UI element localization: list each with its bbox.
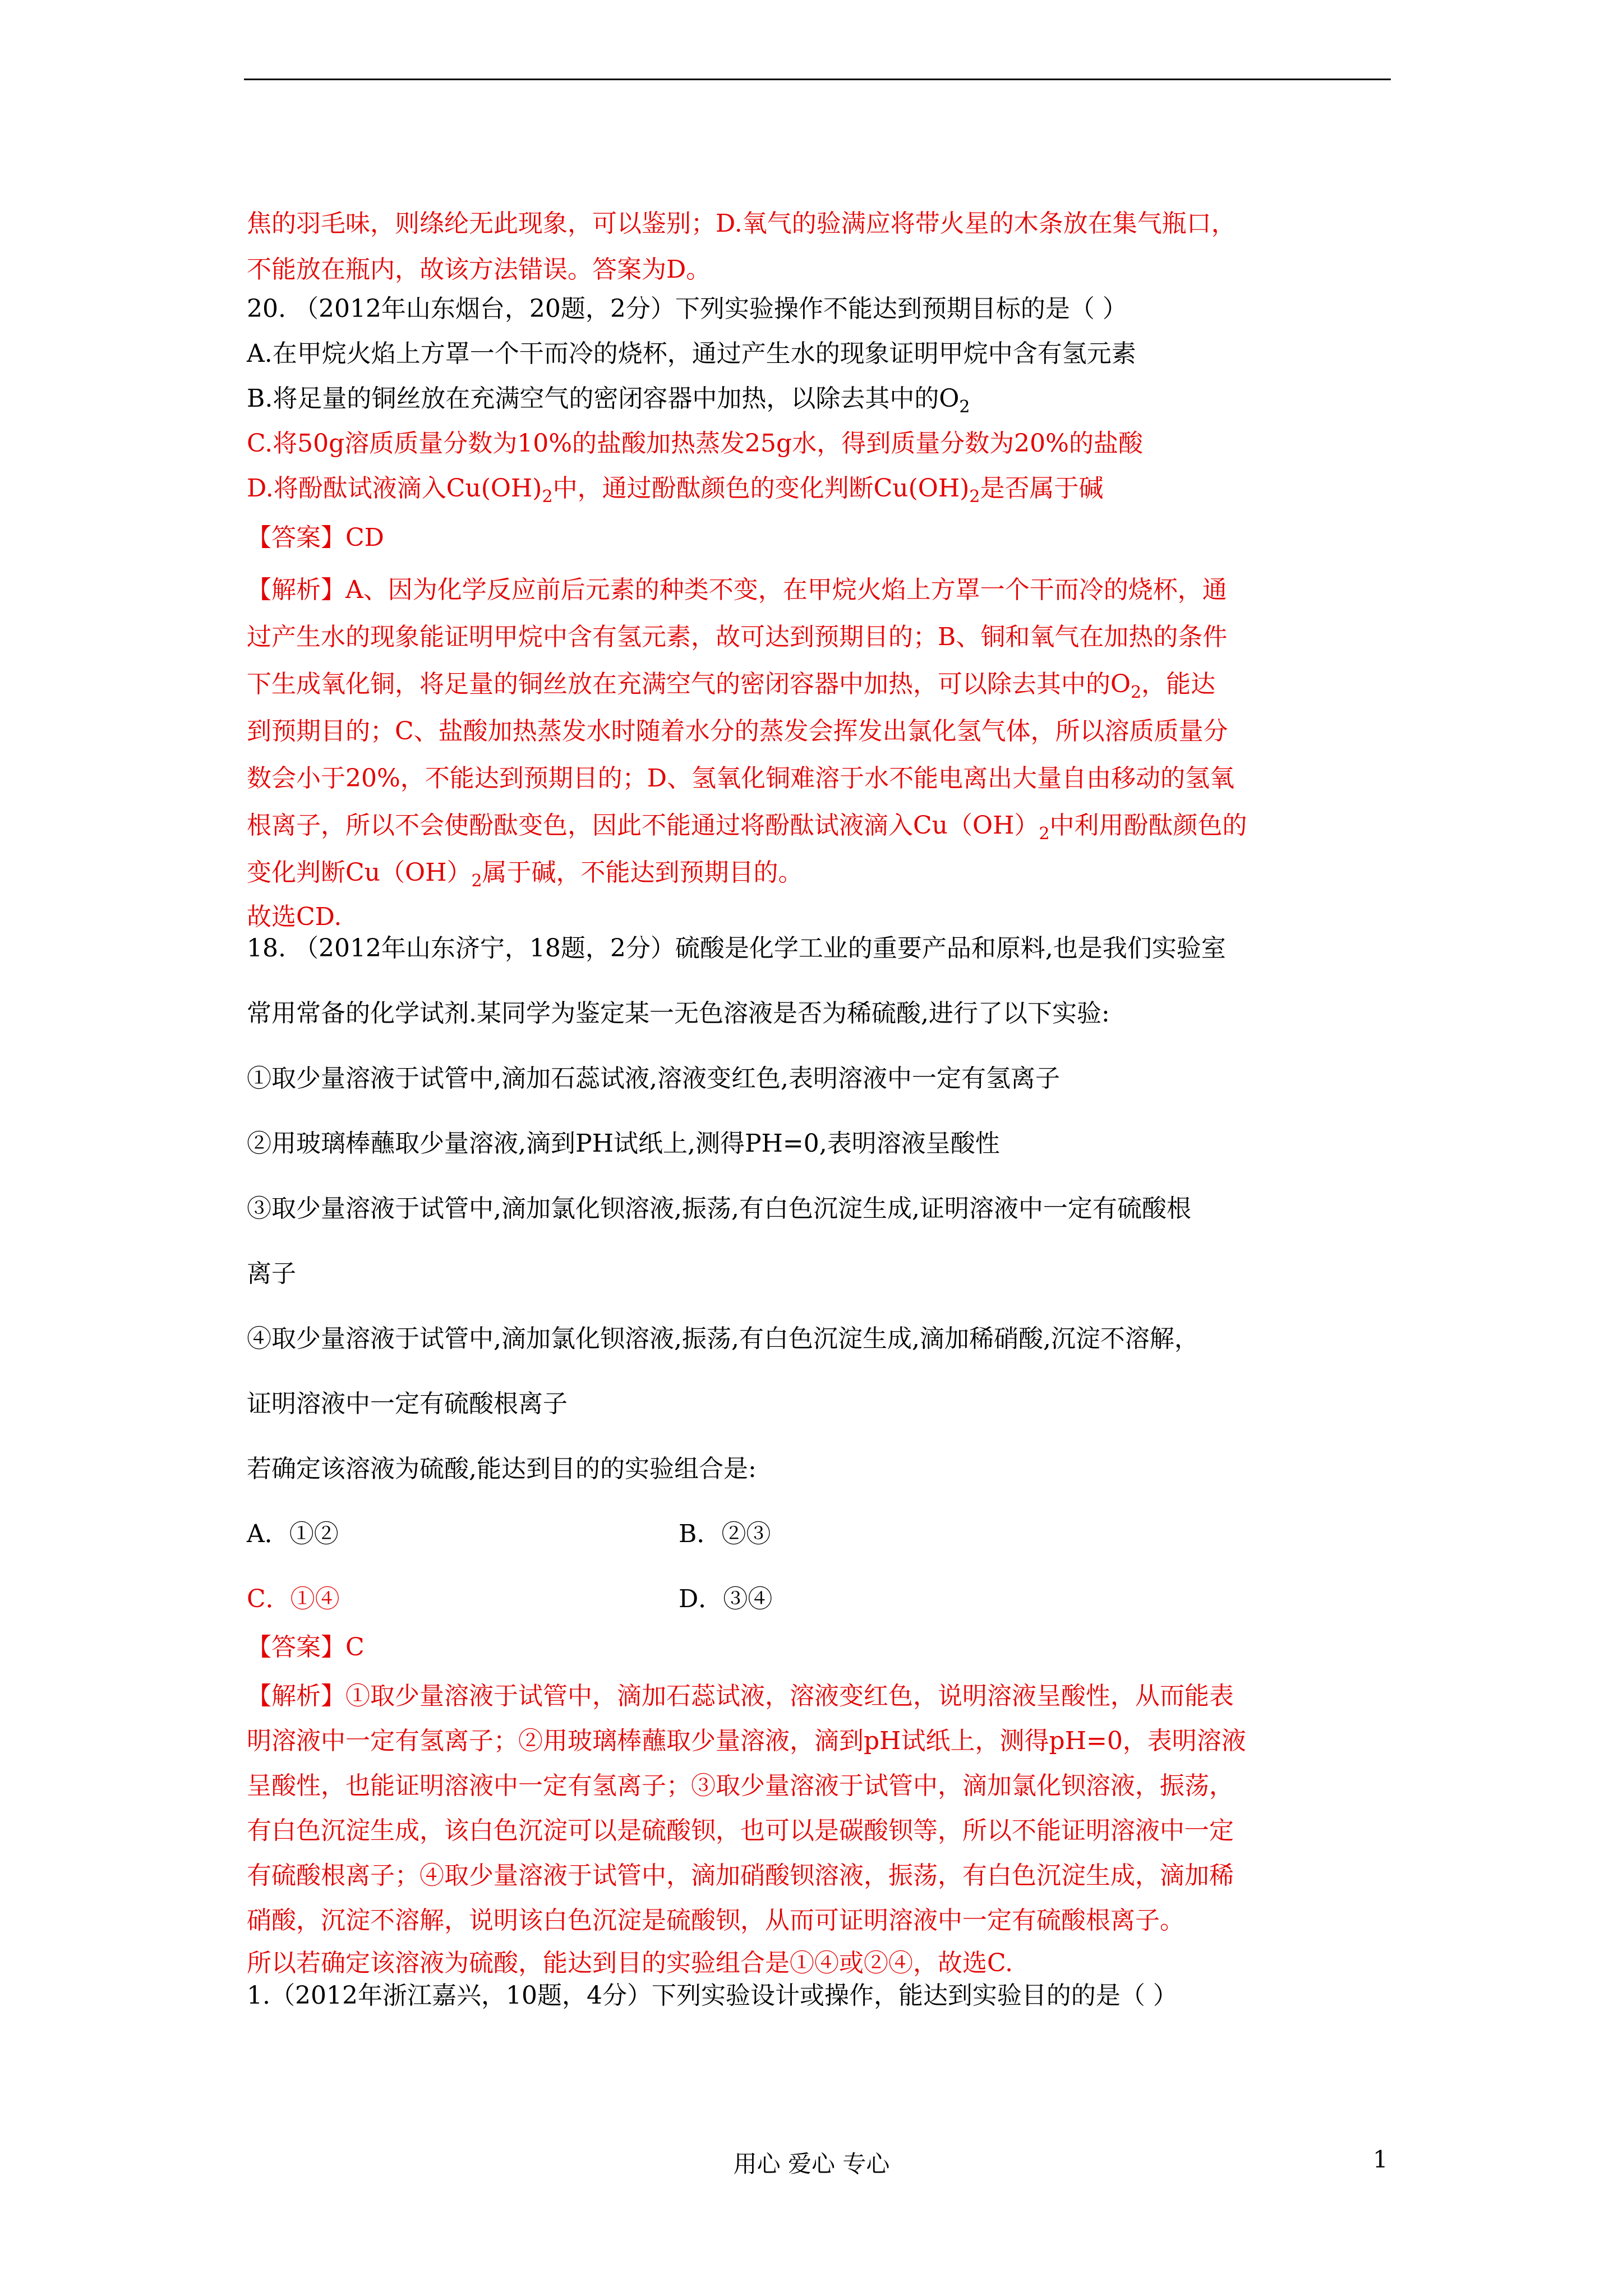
text-line: 呈酸性，也能证明溶液中一定有氢离子；③取少量溶液于试管中，滴加氯化钡溶液，振荡， xyxy=(247,1772,1234,1800)
question-stem: 1.（2012年浙江嘉兴，10题，4分）下列实验设计或操作，能达到实验目的的是（ ） xyxy=(247,1981,1178,2010)
text-line: 故选CD. xyxy=(247,903,342,931)
option-b: B．②③ xyxy=(679,1520,771,1548)
option-c: C．①④ xyxy=(247,1585,340,1613)
question-stem: 20. （2012年山东烟台，20题，2分）下列实验操作不能达到预期目标的是（ ） xyxy=(247,295,1127,323)
question-20 xyxy=(247,287,1391,560)
question-stem: 常用常备的化学试剂.某同学为鉴定某一无色溶液是否为稀硫酸,进行了以下实验: xyxy=(247,999,1110,1028)
text-line: 【解析】①取少量溶液于试管中，滴加石蕊试液，溶液变红色，说明溶液呈酸性，从而能表 xyxy=(247,1682,1234,1710)
option-a: A.在甲烷火焰上方罩一个干而冷的烧杯，通过产生水的现象证明甲烷中含有氢元素 xyxy=(247,339,1136,368)
page-number: 1 xyxy=(1373,2146,1388,2173)
header-rule xyxy=(244,79,1391,80)
text-line: 【解析】A、因为化学反应前后元素的种类不变，在甲烷火焰上方罩一个干而冷的烧杯，通 xyxy=(247,576,1227,604)
question-stem: 18. （2012年山东济宁，18题，2分）硫酸是化学工业的重要产品和原料,也是我们实验室 xyxy=(247,934,1226,963)
statement-2: ②用玻璃棒蘸取少量溶液,滴到PH试纸上,测得PH=0,表明溶液呈酸性 xyxy=(247,1129,1000,1158)
option-c: C.将50g溶质质量分数为10%的盐酸加热蒸发25g水，得到质量分数为20%的盐酸 xyxy=(247,429,1143,458)
option-b: B.将足量的铜丝放在充满空气的密闭容器中加热，以除去其中的$O_2$ xyxy=(247,384,970,417)
statement-3: 离子 xyxy=(247,1259,296,1288)
text-line: 下生成氧化铜，将足量的铜丝放在充满空气的密闭容器中加热，可以除去其中的$O_2$，能达 xyxy=(247,670,1216,702)
text-line: 变化判断$Cu(OH)_2$属于碱，不能达到预期目的。 xyxy=(247,858,803,891)
statement-4: 证明溶液中一定有硫酸根离子 xyxy=(247,1389,568,1418)
option-a: A．①② xyxy=(247,1520,339,1548)
page-footer: 用心 爱心 专心 xyxy=(733,2150,890,2178)
question-18 xyxy=(247,916,1391,1502)
text-line: 不能放在瓶内，故该方法错误。答案为D。 xyxy=(247,255,711,284)
text-line: 所以若确定该溶液为硫酸，能达到目的实验组合是①④或②④，故选C. xyxy=(247,1949,1013,1977)
q20-explanation xyxy=(247,567,1391,938)
statement-4: ④取少量溶液于试管中,滴加氯化钡溶液,振荡,有白色沉淀生成,滴加稀硝酸,沉淀不溶解， xyxy=(247,1324,1199,1353)
question-ask: 若确定该溶液为硫酸,能达到目的的实验组合是: xyxy=(247,1455,757,1483)
text-line: 根离子，所以不会使酚酞变色，因此不能通过将酚酞试液滴入$Cu(OH)_2$中利用酚酞颜色的 xyxy=(247,811,1247,844)
statement-1: ①取少量溶液于试管中,滴加石蕊试液,溶液变红色,表明溶液中一定有氢离子 xyxy=(247,1064,1060,1093)
q19-explanation-continued xyxy=(247,201,1391,293)
option-d: D.将酚酞试液滴入$Cu(OH)_2$中，通过酚酞颜色的变化判断$Cu(OH)_2$是否属于碱 xyxy=(247,474,1104,507)
text-line: 硝酸，沉淀不溶解，说明该白色沉淀是硫酸钡，从而可证明溶液中一定有硫酸根离子。 xyxy=(247,1906,1184,1935)
text-line: 过产生水的现象能证明甲烷中含有氢元素，故可达到预期目的；B、铜和氧气在加热的条件 xyxy=(247,623,1228,651)
answer: 【答案】C xyxy=(247,1633,365,1662)
text-line: 有硫酸根离子；④取少量溶液于试管中，滴加硝酸钡溶液，振荡，有白色沉淀生成，滴加稀 xyxy=(247,1861,1234,1890)
text-line: 数会小于20%，不能达到预期目的；D、氢氧化铜难溶于水不能电离出大量自由移动的氢氧 xyxy=(247,764,1235,793)
q18-explanation xyxy=(247,1674,1391,1984)
text-line: 焦的羽毛味，则绦纶无此现象，可以鉴别；D.氧气的验满应将带火星的木条放在集气瓶口， xyxy=(247,209,1236,238)
text-line: 到预期目的；C、盐酸加热蒸发水时随着水分的蒸发会挥发出氯化氢气体，所以溶质质量分 xyxy=(247,717,1228,746)
q18-answer xyxy=(247,1624,1391,1671)
text-line: 明溶液中一定有氢离子；②用玻璃棒蘸取少量溶液，滴到pH试纸上，测得pH=0，表明溶液 xyxy=(247,1727,1246,1755)
text-line: 有白色沉淀生成，该白色沉淀可以是硫酸钡，也可以是碳酸钡等，所以不能证明溶液中一定 xyxy=(247,1816,1234,1845)
question-1 xyxy=(247,1973,1391,2018)
answer: 【答案】CD xyxy=(247,523,384,552)
option-d: D．③④ xyxy=(679,1585,773,1613)
statement-3: ③取少量溶液于试管中,滴加氯化钡溶液,振荡,有白色沉淀生成,证明溶液中一定有硫酸根 xyxy=(247,1194,1191,1223)
